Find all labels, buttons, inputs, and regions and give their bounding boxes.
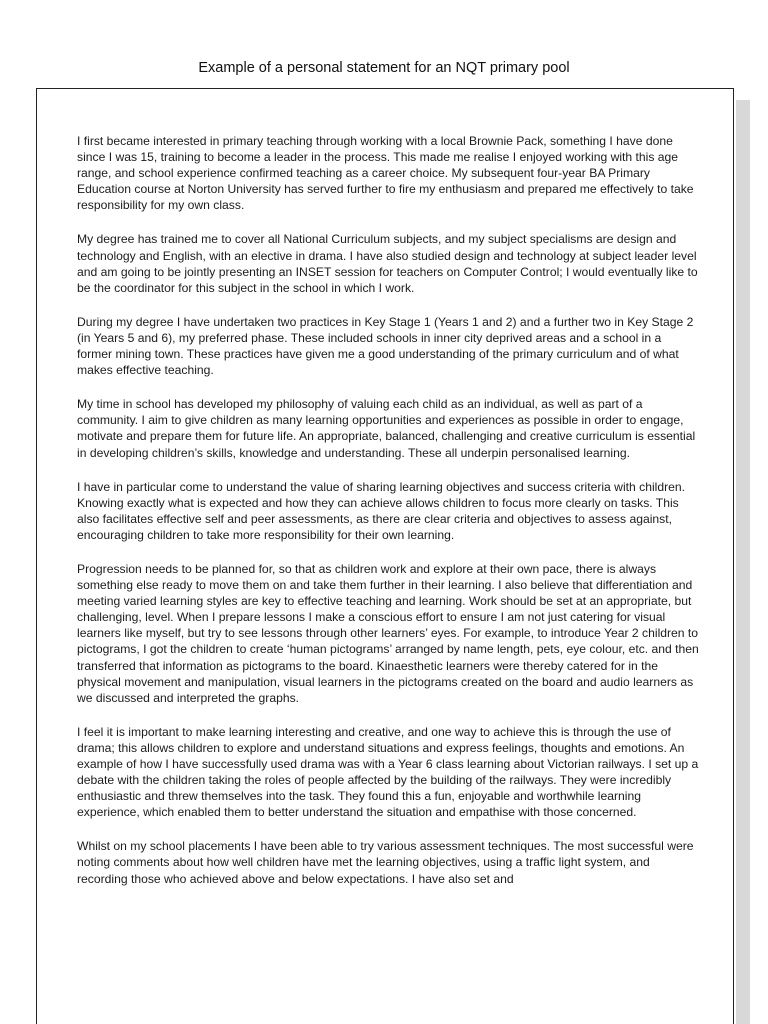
document-title: Example of a personal statement for an NQT primary pool [198,60,570,76]
statement-body [77,133,699,905]
paragraph-6: Progression needs to be planned for, so that as children work and explore at their own pace, there is always something else ready to move them on and take them further in their learning. I also believe that differentiation and meeting varied learning styles are key to effective teaching and learning. Work should be set at an appropriate, but challenging, level. When I prepare lessons I make a conscious effort to ensure I am not just catering for visual learners like myself, but try to see lessons through other learners’ eyes. For example, to introduce Year 2 children to pictograms, I got the children to create ‘human pictograms’ arranged by name length, pets, eye colour, etc. and then transferred that information as pictograms to the board. Kinaesthetic learners were thereby catered for in the physical movement and manipulation, visual learners in the pictograms created on the board and audio learners as we discussed and interpreted the graphs. [77,561,699,705]
paragraph-5: I have in particular come to understand the value of sharing learning objectives and success criteria with children. Knowing exactly what is expected and how they can achieve allows children to focus more clearly on tasks. This also facilitates effective self and peer assessments, as there are clear criteria and objectives to assess against, encouraging children to take more responsibility for their own learning. [77,479,686,542]
paragraph-4: My time in school has developed my philosophy of valuing each child as an individual, as well as part of a community. I aim to give children as many learning opportunities and experiences as possible in order to engage, motivate and prepare them for future life. An appropriate, balanced, challenging and creative curriculum is essential in developing children’s skills, knowledge and understanding. These all underpin personalised learning. [77,397,696,460]
page-shadow [736,100,750,1024]
paragraph-2: My degree has trained me to cover all National Curriculum subjects, and my subject specialisms are design and technology and English, with an elective in drama. I have also studied design and technology at subject leader level and am going to be jointly presenting an INSET session for teachers on Computer Control; I would eventually like to be the coordinator for this subject in the school in which I work. [77,232,698,295]
paragraph-3: During my degree I have undertaken two practices in Key Stage 1 (Years 1 and 2) and a further two in Key Stage 2 (in Years 5 and 6), my preferred phase. These included schools in inner city deprived areas and a school in a former mining town. These practices have given me a good understanding of the primary curriculum and of what makes effective teaching. [77,314,694,378]
paragraph-1: I first became interested in primary teaching through working with a local Brownie Pack, something I have done since I was 15, training to become a leader in the process. This made me realise I enjoyed working with this age range, and school experience confirmed teaching as a career choice. My subsequent four-year BA Primary Education course at Norton University has served further to fire my enthusiasm and prepared me effectively to take responsibility for my own class. [77,134,694,213]
paragraph-8: Whilst on my school placements I have been able to try various assessment techniques. The most successful were noting comments about how well children have met the learning objectives, using a traffic light system, and recording those who achieved above and below expectations. I have also set and [77,839,694,886]
paragraph-7: I feel it is important to make learning interesting and creative, and one way to achieve this is through the use of drama; this allows children to explore and understand situations and express feelings, thoughts and emotions. An example of how I have successfully used drama was with a Year 6 class learning about Victorian railways. I set up a debate with the children taking the roles of people affected by the building of the railways. They were incredibly enthusiastic and threw themselves into the task. They found this a fun, enjoyable and worthwhile learning experience, which enabled them to better understand the situation and empathise with those concerned. [77,724,699,820]
